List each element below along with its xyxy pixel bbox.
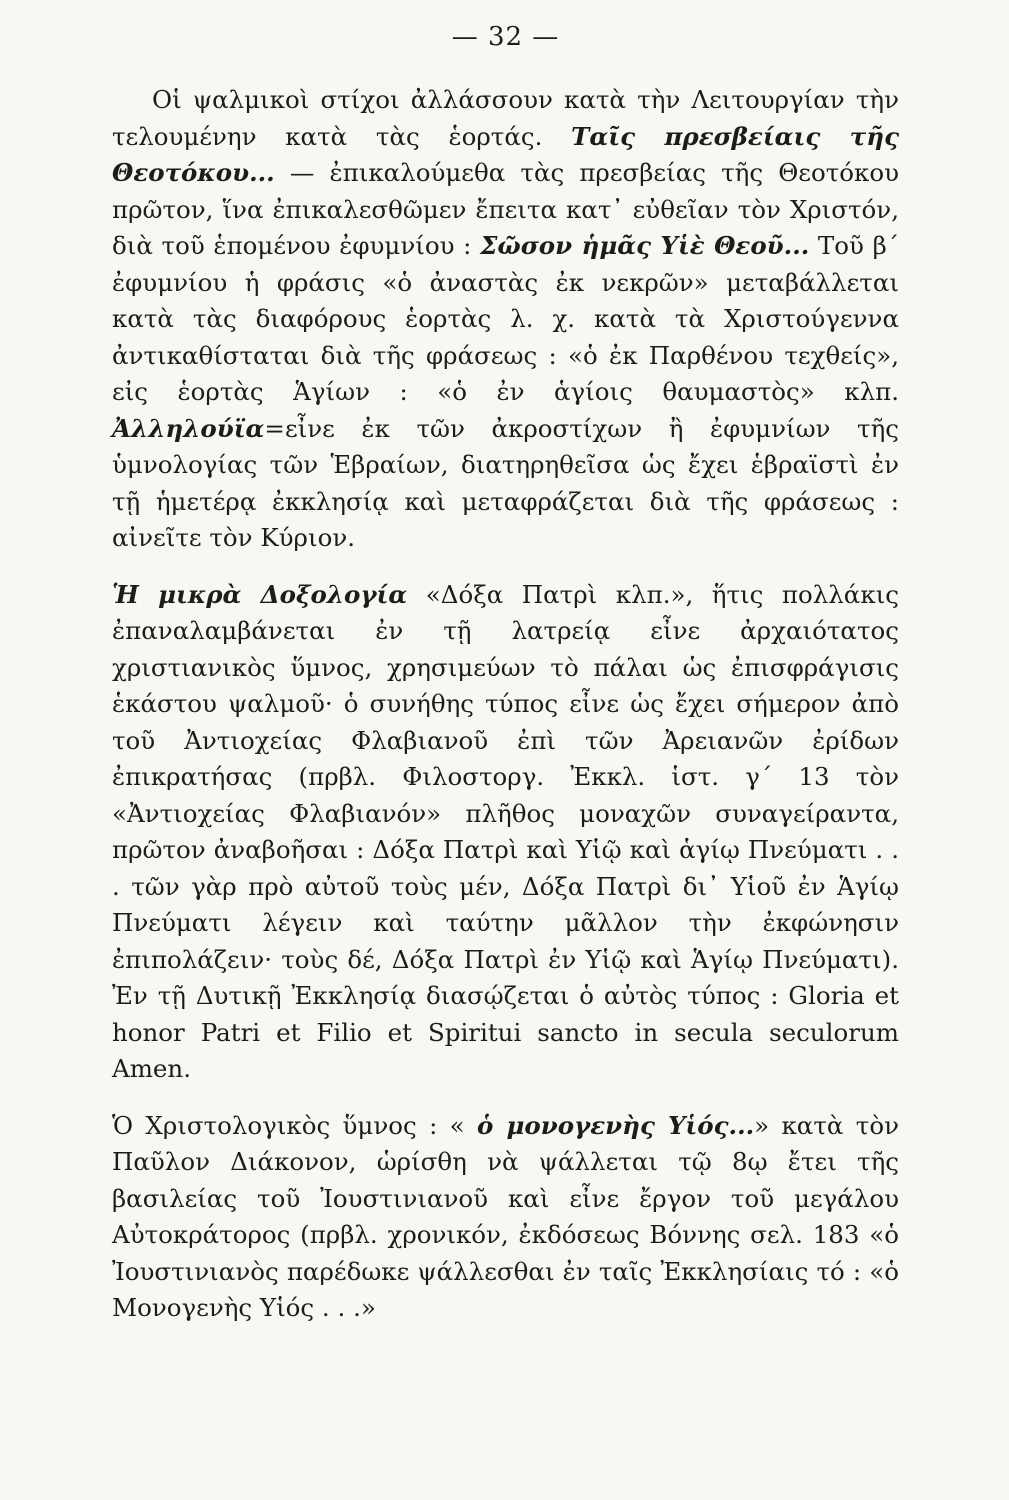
text-run: » κατὰ τὸν Παῦλον Διάκονον, ὡρίσθη νὰ ψάλλεται τῷ 8ῳ ἔτει τῆς βασιλείας τοῦ Ἰουστινιανοῦ καὶ εἶνε ἔργον τοῦ μεγάλου Αὐτοκράτορος (πρβλ. χρονικόν, ἐκδόσεως Βόννης σελ. 183 «ὁ Ἰουστινιανὸς παρέδωκε ψάλλεσθαι ἐν ταῖς Ἐκκλησίαις τό : «ὁ Μονογενὴς Υἱός . . .» xyxy=(112,1110,899,1322)
paragraph-christological-hymn xyxy=(112,1108,899,1327)
text-run: Τοῦ β΄ ἐφυμνίου ἡ φράσις «ὁ ἀναστὰς ἐκ νεκρῶν» μεταβάλλεται κατὰ τὰς διαφόρους ἑορτὰς λ. χ. κατὰ τὰ Χριστούγεννα ἀντικαθίσταται διὰ τῆς φράσεως : «ὁ ἐκ Παρθένου τεχθείς», εἰς ἑορτὰς Ἁγίων : «ὁ ἐν ἁγίοις θαυμαστὸς» κλπ. xyxy=(112,231,899,406)
page-number: — 32 — xyxy=(451,22,560,52)
emphasis-run: Σῶσον ἡμᾶς Υἱὲ Θεοῦ... xyxy=(480,231,810,260)
paragraph-psalmic-verses xyxy=(112,82,899,557)
text-run: Ὁ Χριστολογικὸς ὕμνος : « xyxy=(112,1110,478,1140)
text-run: Οἱ ψαλμικοὶ στίχοι ἀλλάσσουν κατὰ τὴν Λειτουργίαν τὴν τελουμένην κατὰ τὰς ἑορτάς. xyxy=(112,85,899,151)
emphasis-run: ὁ μονογενὴς Υἱός... xyxy=(477,1110,755,1140)
emphasis-run: Ἡ μικρὰ Δοξολογία xyxy=(112,579,408,609)
text-run: — ἐπικαλούμεθα τὰς πρεσβείας τῆς Θεοτόκου πρῶτον, ἵνα ἐπικαλεσθῶμεν ἔπειτα κατ᾽ εὐθεῖαν τὸν Χριστόν, διὰ τοῦ ἑπομένου ἐφυμνίου : xyxy=(112,158,899,260)
text-run: «Δόξα Πατρὶ κλπ.», ἥτις πολλάκις ἐπαναλαμβάνεται ἐν τῇ λατρείᾳ εἶνε ἀρχαιότατος χριστιανικὸς ὕμνος, χρησιμεύων τὸ πάλαι ὡς ἐπισφράγισις ἑκάστου ψαλμοῦ· ὁ συνήθης τύπος εἶνε ὡς ἔχει σήμερον ἀπὸ τοῦ Ἀντιοχείας Φλαβιανοῦ ἐπὶ τῶν Ἀρειανῶν ἐρίδων ἐπικρατήσας (πρβλ. Φιλοστοργ. Ἐκκλ. ἱστ. γ΄ 13 τὸν «Ἀντιοχείας Φλαβιανόν» πλῆθος μοναχῶν συναγείραντα, πρῶτον ἀναβοῆσαι : Δόξα Πατρὶ καὶ Υἱῷ καὶ ἁγίῳ Πνεύματι . . . τῶν γὰρ πρὸ αὐτοῦ τοὺς μέν, Δόξα Πατρὶ δι᾽ Υἱοῦ ἐν Ἁγίῳ Πνεύματι λέγειν καὶ ταύτην μᾶλλον τὴν ἐκφώνησιν ἐπιπολάζειν· τοὺς δέ, Δόξα Πατρὶ ἐν Υἱῷ καὶ Ἁγίῳ Πνεύματι). Ἐν τῇ Δυτικῇ Ἐκκλησίᾳ διασῴζεται ὁ αὐτὸς τύπος : Gloria et honor Patri et Filio et Spiritui sancto in secula seculorum Amen. xyxy=(112,579,899,1083)
text-run: =εἶνε ἐκ τῶν ἀκροστίχων ἢ ἐφυμνίων τῆς ὑμνολογίας τῶν Ἑβραίων, διατηρηθεῖσα ὡς ἔχει ἑβραϊστὶ ἐν τῇ ἡμετέρᾳ ἐκκλησίᾳ καὶ μεταφράζεται διὰ τῆς φράσεως : αἰνεῖτε τὸν Κύριον. xyxy=(112,413,899,552)
paragraph-small-doxology xyxy=(112,577,899,1088)
emphasis-run: Ἀλληλούϊα xyxy=(112,413,265,443)
emphasis-run: Ταῖς πρεσβείαις τῆς Θεοτόκου... xyxy=(112,121,899,187)
